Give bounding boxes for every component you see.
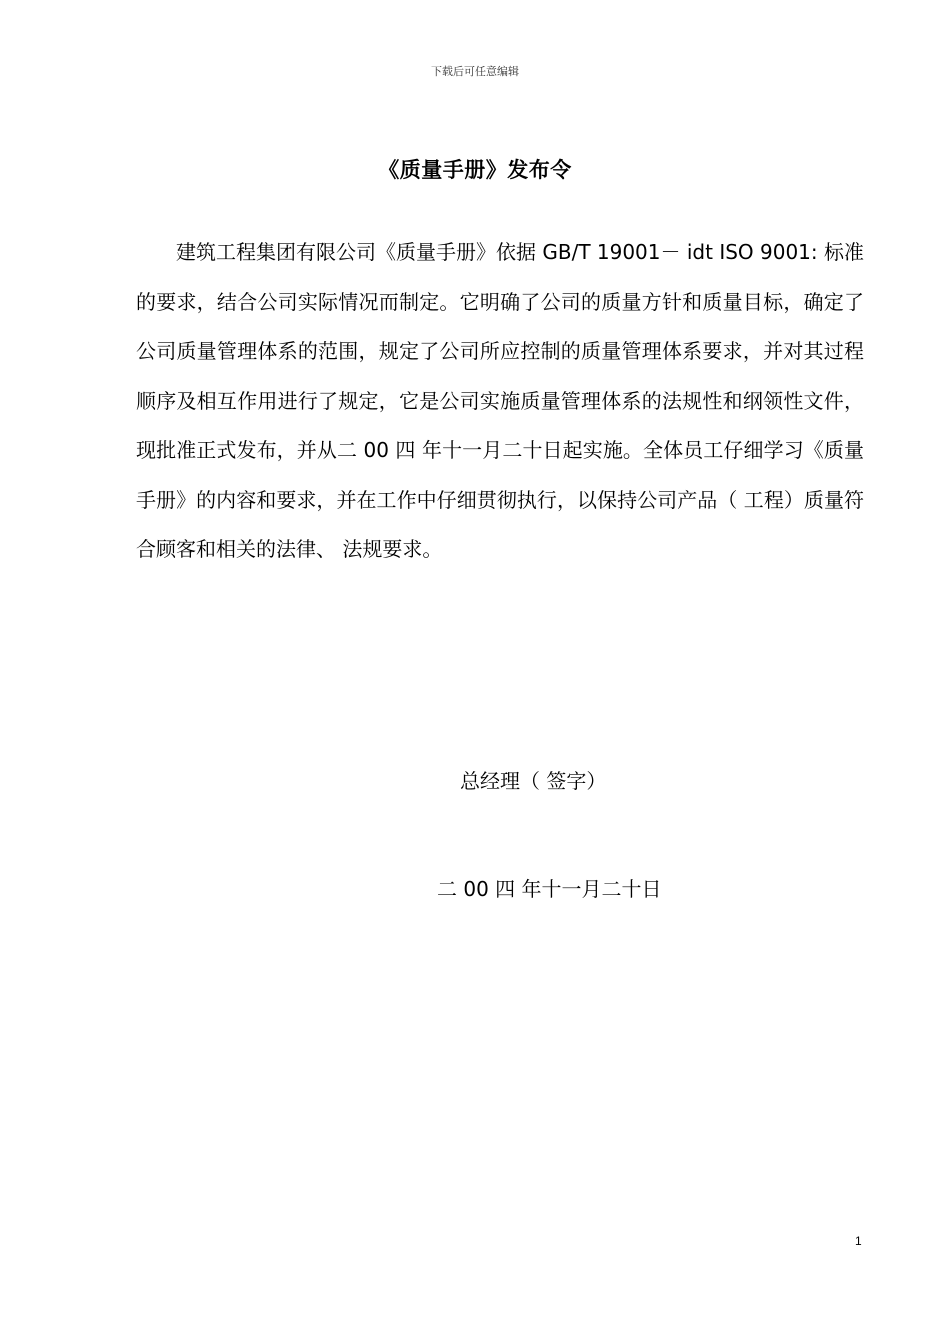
page-header: 下载后可任意编辑 [431,65,519,78]
signature-line: 总经理（ 签字） [460,769,607,793]
document-title: 《质量手册》发布令 [378,158,572,182]
signature-date: 二 00 四 年十一月二十日 [437,877,662,901]
body-paragraph: 建筑工程集团有限公司《质量手册》依据 GB/T 19001－ idt ISO 9001: 标准的要求，结合公司实际情况而制定。它明确了公司的质量方针和质量目标，确定了公司质量管理体系的范围，规定了公司所应控制的质量管理体系要求，并对其过程顺序及相互作用进行了规定，它是公司实施质量管理体系的法规性和纲领性文件，现批准正式发布，并从二 00 四 年十一月二十日起实施。全体员工仔细学习《质量手册》的内容和要求，并在工作中仔细贯彻执行，以保持公司产品（ 工程）质量符合顾客和相关的法律、 法规要求。 [136,240,865,561]
page-number: 1 [855,1234,862,1248]
